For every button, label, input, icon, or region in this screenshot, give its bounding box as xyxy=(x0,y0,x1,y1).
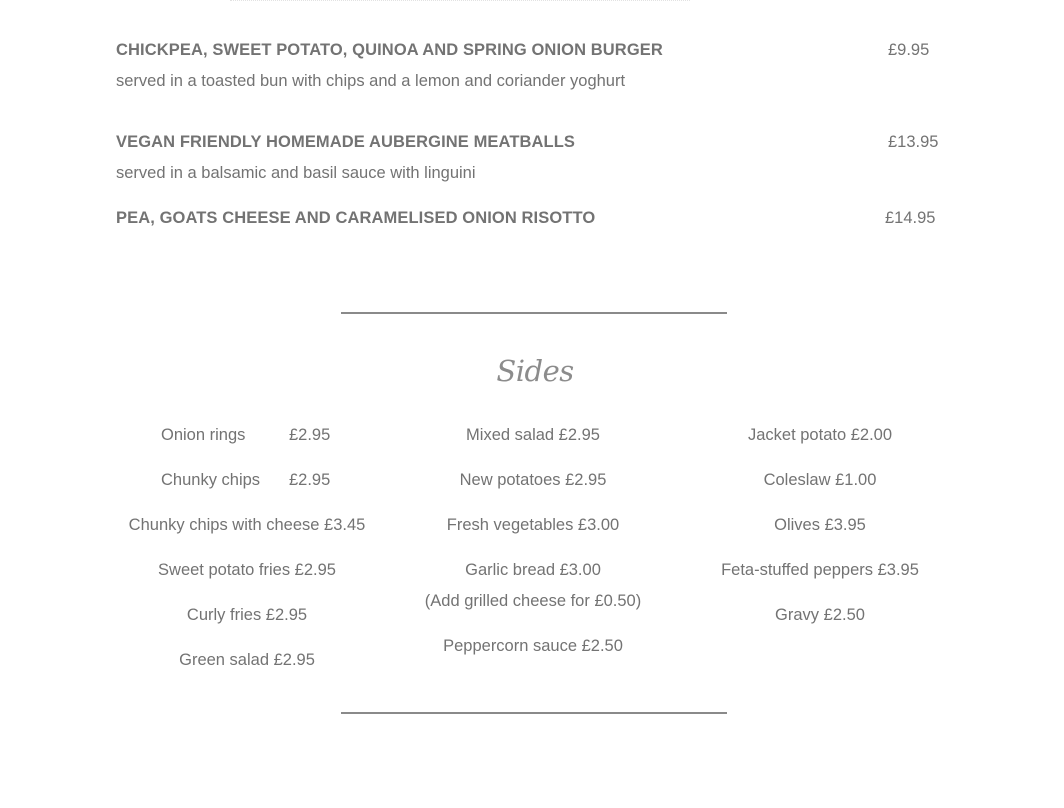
side-item-fresh-vegetables: Fresh vegetables £3.00 xyxy=(446,516,620,534)
side-item-feta-peppers: Feta-stuffed peppers £3.95 xyxy=(721,561,919,579)
dish-name-burger: CHICKPEA, SWEET POTATO, QUINOA AND SPRING ONION BURGER xyxy=(116,41,663,59)
side-item-chunky-chips xyxy=(161,471,330,490)
previous-section-edge xyxy=(230,0,690,6)
side-item-chunky-chips-cheese: Chunky chips with cheese £3.45 xyxy=(128,516,366,534)
side-item-garlic-bread-note: (Add grilled cheese for £0.50) xyxy=(424,592,642,610)
dish-price-risotto: £14.95 xyxy=(885,209,936,227)
sides-title: Sides xyxy=(496,354,574,388)
dish-description-meatballs: served in a balsamic and basil sauce with linguini xyxy=(116,164,476,182)
side-item-green-salad: Green salad £2.95 xyxy=(179,651,315,669)
side-item-curly-fries: Curly fries £2.95 xyxy=(186,606,308,624)
side-item-mixed-salad: Mixed salad £2.95 xyxy=(466,426,600,444)
dish-name-risotto: PEA, GOATS CHEESE AND CARAMELISED ONION RISOTTO xyxy=(116,209,596,227)
side-item-jacket-potato: Jacket potato £2.00 xyxy=(747,426,893,444)
dish-price-burger: £9.95 xyxy=(888,41,930,59)
dish-name-meatballs: VEGAN FRIENDLY HOMEMADE AUBERGINE MEATBALLS xyxy=(116,133,575,151)
side-item-onion-rings xyxy=(161,426,330,445)
side-item-price: £2.95 xyxy=(289,471,331,489)
dish-price-meatballs: £13.95 xyxy=(888,133,939,151)
side-item-sweet-potato-fries: Sweet potato fries £2.95 xyxy=(158,561,336,579)
section-divider-bottom xyxy=(341,712,727,714)
side-item-coleslaw: Coleslaw £1.00 xyxy=(763,471,877,489)
side-item-garlic-bread: Garlic bread £3.00 xyxy=(465,561,601,579)
side-item-name: Chunky chips xyxy=(161,471,261,489)
section-divider-top xyxy=(341,312,727,314)
side-item-new-potatoes: New potatoes £2.95 xyxy=(459,471,607,489)
dish-description-burger: served in a toasted bun with chips and a lemon and coriander yoghurt xyxy=(116,72,626,90)
side-item-gravy: Gravy £2.50 xyxy=(775,606,865,624)
side-item-olives: Olives £3.95 xyxy=(774,516,866,534)
side-item-price: £2.95 xyxy=(289,426,331,444)
side-item-peppercorn-sauce: Peppercorn sauce £2.50 xyxy=(443,637,623,655)
side-item-name: Onion rings xyxy=(161,426,246,444)
